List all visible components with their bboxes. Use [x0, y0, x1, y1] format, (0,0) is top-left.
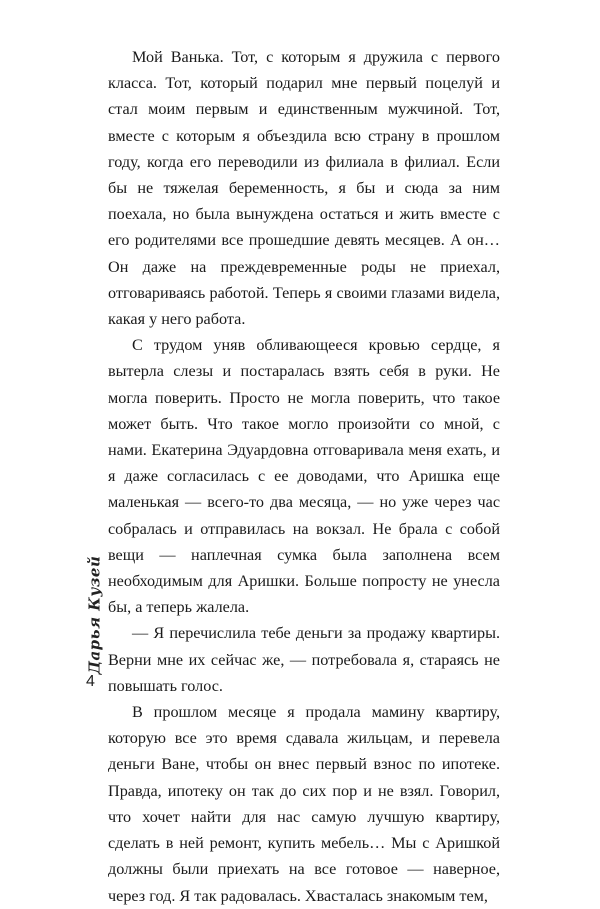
page-number: 4 [86, 673, 95, 690]
author-brand [82, 555, 106, 675]
paragraph-2: С трудом уняв обливающееся кровью сердце, я вытерла слезы и постаралась взять себя в руки. Не могла поверить. Просто не могла поверить, что такое может быть. Что такое могло произойти со мной, с нами. Екатерина Эдуардовна отговаривала меня ехать, и я даже согласилась с ее доводами, что Аришка еще маленькая — всего-то два месяца, — но уже через час собралась и отправилась на вокзал. Не брала с собой вещи — наплечная сумка была заполнена всем необходимым для Аришки. Больше попросту не унесла бы, а теперь жалела. [108, 336, 500, 617]
main-text [108, 44, 500, 909]
paragraph-3: — Я перечислила тебе деньги за продажу квартиры. Верни мне их сейчас же, — потребовала я, стараясь не повышать голос. [108, 624, 500, 695]
paragraph-1: Мой Ванька. Тот, с которым я дружила с первого класса. Тот, который подарил мне первый поцелуй и стал моим первым и единственным мужчиной. Тот, вместе с которым я объездила всю страну в прошлом году, когда его переводили из филиала в филиал. Если бы не тяжелая беременность, я бы и сюда за ним поехала, но была вынуждена остаться и жить вместе с его родителями все прошедшие девять месяцев. А он… Он даже на преждевременные роды не приехал, отговариваясь работой. Теперь я своими глазами видела, какая у него работа. [108, 48, 500, 329]
paragraph-4: В прошлом месяце я продала мамину квартиру, которую все это время сдавала жильцам, и перевела деньги Ване, чтобы он внес первый взнос по ипотеке. Правда, ипотеку он так до сих пор и не взял. Говорил, что хочет найти для нас самую лучшую квартиру, сделать в ней ремонт, купить мебель… Мы с Аришкой должны были приехать на все готовое — наверное, через год. Я так радовалась. Хвасталась знакомым тем, [108, 703, 500, 905]
author-brand-text: Дарья Кузей [85, 555, 103, 675]
